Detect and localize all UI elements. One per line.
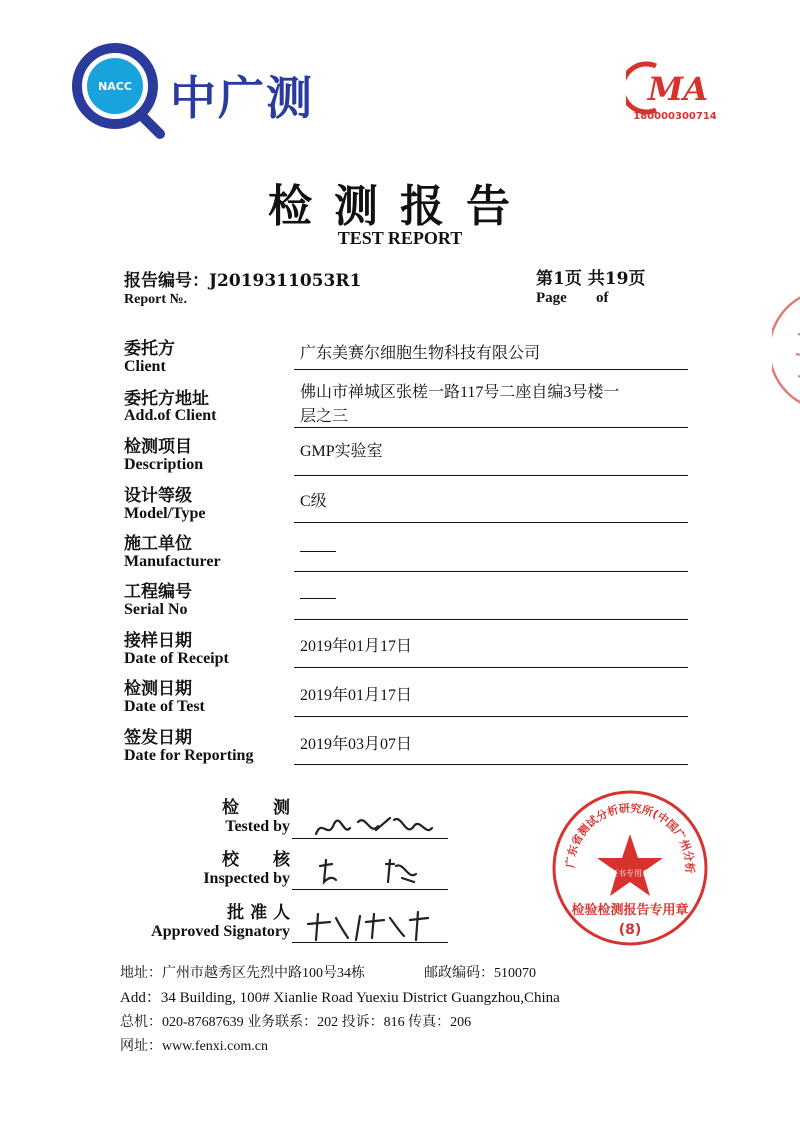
field-serial-label: 工程编号 (124, 582, 192, 602)
signature-tested (310, 806, 440, 846)
field-test-date-label-en: Date of Test (124, 698, 205, 715)
field-description-label-en: Description (124, 456, 204, 473)
page-count: 第1页 共19页 (536, 269, 646, 289)
field-address-value-line2: 层之三 (300, 408, 349, 425)
field-address-label: 委托方地址 (124, 389, 209, 409)
footer-postcode: 邮政编码：510070 (424, 966, 536, 981)
tested-by-label: 检 测 (222, 798, 290, 818)
field-underline (294, 475, 688, 476)
field-report-date-label-en: Date for Reporting (124, 747, 254, 764)
field-model-label: 设计等级 (124, 486, 192, 506)
partial-seal-icon (772, 290, 800, 410)
field-manufacturer-label-en: Manufacturer (124, 553, 221, 570)
approved-by-label: 批 准 人 (227, 903, 290, 923)
signature-approved (300, 906, 450, 946)
field-underline (294, 716, 688, 717)
field-receipt-label-en: Date of Receipt (124, 650, 229, 667)
inspected-by-label-en: Inspected by (203, 870, 290, 887)
field-serial-label-en: Serial No (124, 601, 188, 618)
signature-line-inspected (292, 889, 448, 890)
field-report-date-value: 2019年03月07日 (300, 736, 413, 753)
logo-icon (60, 40, 180, 140)
field-underline (294, 667, 688, 668)
field-underline (294, 619, 688, 620)
field-underline (294, 369, 688, 370)
field-underline (294, 571, 688, 572)
seal-bottom-text: 检验检测报告专用章 (571, 903, 689, 918)
official-seal (550, 788, 710, 948)
field-manufacturer-label: 施工单位 (124, 534, 192, 554)
field-underline (294, 522, 688, 523)
page-title-en: TEST REPORT (337, 228, 463, 248)
field-manufacturer-empty (300, 551, 336, 552)
tested-by-label-en: Tested by (225, 818, 290, 835)
field-model-label-en: Model/Type (124, 505, 206, 522)
seal-number: (8) (618, 922, 642, 938)
field-address-value: 佛山市禅城区张槎一路117号二座自编3号楼一 (300, 384, 620, 401)
field-client-label-en: Client (124, 358, 166, 375)
cma-mark-text: MA (647, 70, 709, 108)
footer-address-en: Add：34 Building, 100# Xianlie Road Yuexiu District Guangzhou,China (120, 990, 560, 1006)
field-description-value: GMP实验室 (300, 443, 383, 460)
seal-icon (550, 788, 710, 948)
field-test-date-value: 2019年01月17日 (300, 687, 413, 704)
cma-icon (626, 60, 726, 116)
footer-website[interactable]: 网址：www.fenxi.com.cn (120, 1039, 269, 1054)
footer-phones: 总机：020-87687639 业务联系：202 投诉：816 传真：206 (120, 1015, 472, 1030)
partial-seal-edge (772, 290, 800, 410)
field-test-date-label: 检测日期 (124, 679, 192, 699)
field-underline (294, 764, 688, 765)
field-report-date-label: 签发日期 (124, 728, 192, 748)
report-number: 报告编号：J2019311053R1 (124, 271, 362, 291)
field-underline (294, 427, 688, 428)
field-address-label-en: Add.of Client (124, 407, 217, 424)
signature-line-approved (292, 942, 448, 943)
seal-star-icon (597, 834, 663, 896)
signature-line-tested (292, 838, 448, 839)
seal-ring-text: 广东省测试分析研究所(中国广州分析 (563, 801, 697, 874)
field-receipt-label: 接样日期 (124, 631, 192, 651)
signature-inspected (310, 852, 440, 892)
report-number-label-en: Report №. (124, 292, 188, 307)
brand-name: 中广测 (170, 71, 314, 125)
footer-address-cn: 地址：广州市越秀区先烈中路100号34栋 (120, 966, 365, 981)
field-client-value: 广东美赛尔细胞生物科技有限公司 (300, 345, 541, 362)
inspected-by-label: 校 核 (222, 850, 290, 870)
field-receipt-value: 2019年01月17日 (300, 638, 413, 655)
field-model-value: C级 (300, 493, 327, 510)
cma-number: 180000300714 (633, 111, 717, 122)
field-description-label: 检测项目 (124, 437, 192, 457)
page-title: 检测报告 (268, 181, 532, 232)
page-label-en: Page (536, 290, 567, 306)
approved-by-label-en: Approved Signatory (151, 923, 290, 940)
field-serial-empty (300, 598, 336, 599)
field-client-label: 委托方 (124, 339, 175, 359)
seal-center-text: 证书专用章 (610, 869, 650, 878)
logo-ring-text: NACC (98, 80, 132, 93)
page-of-label-en: of (596, 290, 609, 306)
